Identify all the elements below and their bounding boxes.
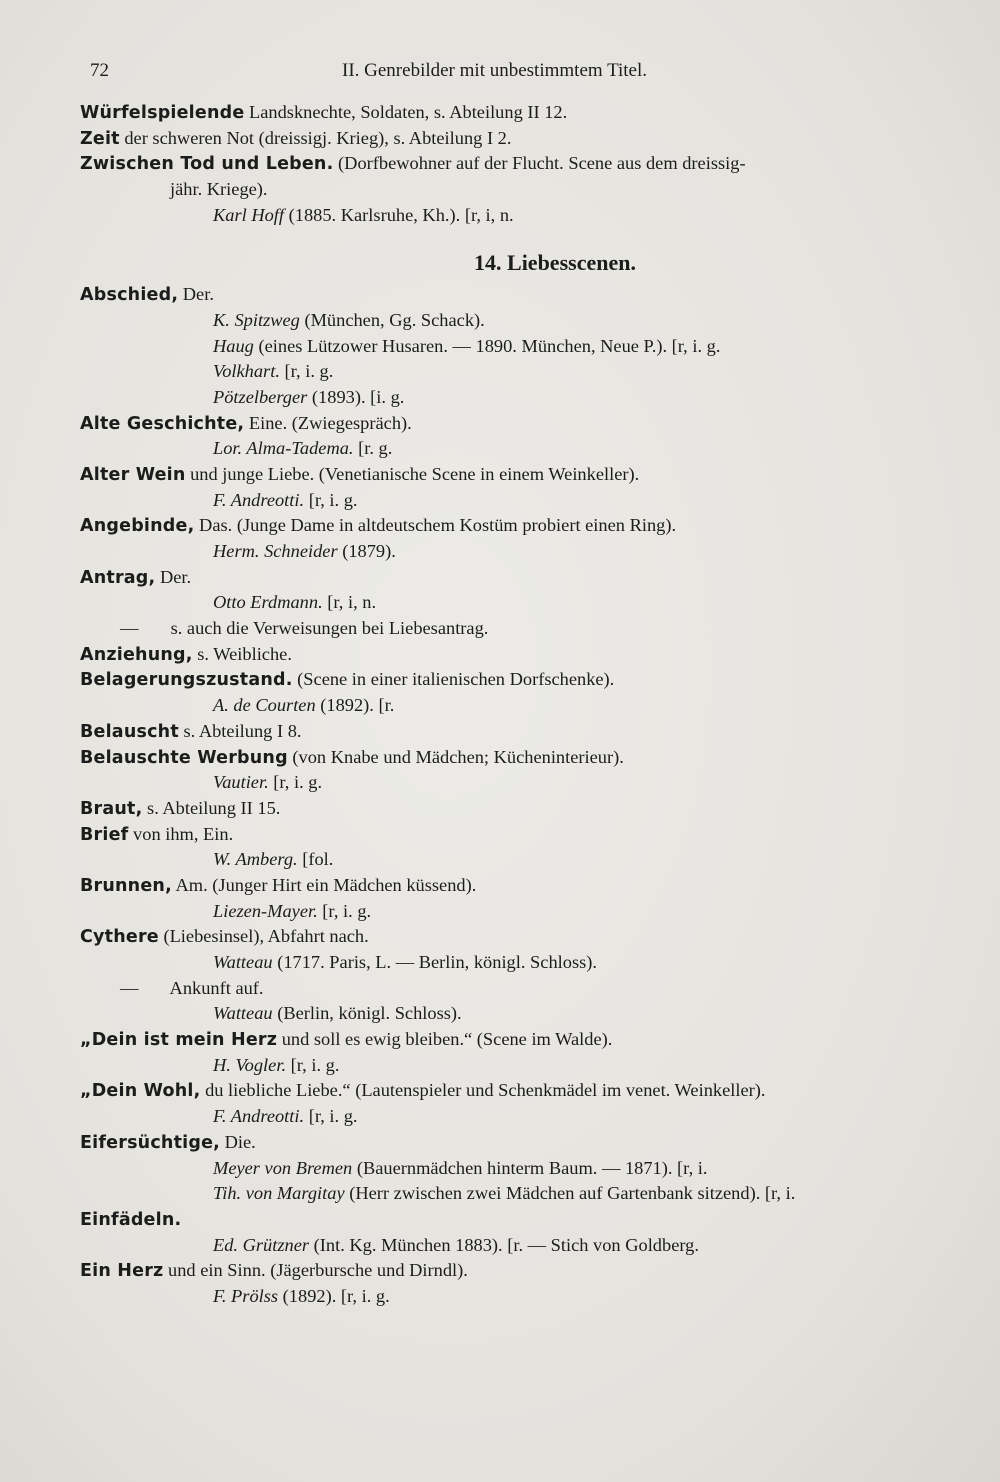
artwork-line	[80, 693, 950, 719]
artwork-line	[80, 203, 950, 229]
artist-name: K. Spitzweg	[213, 309, 300, 330]
artwork-line	[80, 950, 950, 976]
entry-headword-line	[80, 642, 950, 668]
artist-name: Lor. Alma-Tadema.	[213, 438, 354, 459]
entry-headword-line	[80, 100, 950, 126]
entry-headword: Abschied,	[80, 285, 179, 306]
artist-name: Vautier.	[213, 772, 269, 793]
artwork-line	[80, 385, 950, 411]
page-body	[80, 100, 950, 1310]
entry-headword: Zwischen Tod und Leben.	[80, 154, 334, 175]
artist-name: Tih. von Margitay	[213, 1183, 345, 1204]
entry-headword: Braut,	[80, 798, 143, 819]
entry-headword-line	[80, 151, 950, 177]
artwork-details: (München, Gg. Schack).	[299, 309, 485, 330]
continuation-line: jähr. Kriege).	[170, 179, 268, 200]
artist-name: Ed. Grützner	[213, 1234, 310, 1255]
section-heading: 14. Liebesscenen.	[474, 250, 636, 276]
artwork-line	[80, 1001, 950, 1027]
page-number: 72	[90, 60, 109, 81]
entry-headword-line	[80, 282, 950, 308]
artwork-details: [r, i. g.	[286, 1054, 340, 1075]
artist-name: Liezen-Mayer.	[213, 900, 318, 921]
entry-headword: „Dein ist mein Herz	[80, 1030, 278, 1051]
artwork-line	[80, 1104, 950, 1130]
entry-text: Landsknechte, Soldaten, s. Abteilung II 12.	[244, 102, 568, 122]
artwork-line	[80, 1284, 950, 1310]
artwork-line	[80, 899, 950, 925]
artwork-details: (Int. Kg. München 1883). [r. — Stich von Goldberg.	[309, 1234, 699, 1255]
entry-headword: „Dein Wohl,	[80, 1081, 201, 1102]
entry-text: Der.	[155, 566, 192, 587]
artwork-line	[80, 847, 950, 873]
artwork-line	[80, 1233, 950, 1259]
entry-headword: Ein Herz	[80, 1261, 164, 1282]
entry-headword: Zeit	[80, 128, 120, 149]
artwork-line	[80, 334, 950, 360]
artist-name: H. Vogler.	[213, 1054, 287, 1075]
entry-headword-line	[80, 462, 950, 488]
artist-name: F. Andreotti.	[213, 489, 305, 510]
entry-text: s. Abteilung II 15.	[142, 797, 281, 818]
entry-headword-line	[80, 1078, 950, 1104]
entry-text: (von Knabe und Mädchen; Kücheninterieur).	[287, 746, 624, 767]
entry-text: und junge Liebe. (Venetianische Scene in einem Weinkeller).	[185, 463, 640, 484]
artist-name: F. Prölss	[213, 1285, 279, 1306]
entry-text: s. Abteilung I 8.	[178, 720, 302, 741]
artwork-details: [fol.	[297, 849, 334, 870]
entry-headword-line	[80, 1130, 950, 1156]
top-entries	[80, 100, 950, 228]
artwork-details: (Bauernmädchen hinterm Baum. — 1871). [r, i.	[352, 1157, 708, 1178]
entry-headword: Brief	[80, 824, 129, 845]
entry-headword-line	[80, 411, 950, 437]
entry-headword: Belagerungszustand.	[80, 670, 293, 691]
artwork-line	[80, 488, 950, 514]
entry-headword: Einfädeln.	[80, 1209, 182, 1230]
entry-headword-line	[80, 1207, 950, 1233]
artist-name: Meyer von Bremen	[213, 1157, 353, 1178]
artwork-details: [r, i. g.	[268, 772, 323, 793]
artwork-details: [r, i. g.	[304, 489, 358, 510]
artwork-details: (1893). [i. g.	[307, 386, 405, 407]
entry-text: (Dorfbewohner auf der Flucht. Scene aus dem dreissig-	[333, 153, 746, 174]
artist-name: Herm. Schneider	[213, 541, 338, 562]
artwork-details: (1717. Paris, L. — Berlin, königl. Schloss).	[272, 952, 597, 973]
artist-name: Haug	[213, 335, 254, 356]
entry-text: Die.	[219, 1131, 256, 1152]
entry-headword: Alte Geschichte,	[80, 413, 245, 434]
entry-headword: Cythere	[80, 927, 159, 948]
entry-text: Am. (Junger Hirt ein Mädchen küssend).	[171, 874, 477, 895]
artwork-details: [r, i. g.	[279, 361, 334, 382]
artwork-details: (1892). [r.	[315, 695, 395, 716]
entry-text: du liebliche Liebe.“ (Lautenspieler und Schenkmädel im venet. Weinkeller).	[200, 1080, 766, 1101]
entry-headword-line	[80, 1258, 950, 1284]
cross-reference-line: — Ankunft auf.	[120, 977, 264, 998]
artwork-details: (1885. Karlsruhe, Kh.). [r, i, n.	[284, 204, 514, 225]
entry-headword-line	[80, 719, 950, 745]
entry-text: (Liebesinsel), Abfahrt nach.	[158, 926, 369, 947]
entry-headword: Angebinde,	[80, 516, 195, 537]
entry-headword-line	[80, 745, 950, 771]
artwork-line	[80, 308, 950, 334]
artwork-line	[80, 1181, 950, 1207]
entry-text: von ihm, Ein.	[128, 823, 234, 844]
artwork-line	[80, 770, 950, 796]
section-entries	[80, 282, 950, 1310]
entry-headword-line	[80, 873, 950, 899]
entry-text: Eine. (Zwiegespräch).	[244, 412, 412, 433]
artwork-line	[80, 359, 950, 385]
entry-text: s. Weibliche.	[192, 643, 292, 664]
entry-text: der schweren Not (dreissigj. Krieg), s. Abteilung I 2.	[119, 127, 512, 148]
artist-name: Karl Hoff	[213, 204, 285, 225]
artist-name: W. Amberg.	[213, 849, 298, 870]
entry-headword: Belauschte Werbung	[80, 747, 288, 768]
cross-reference-line: — s. auch die Verweisungen bei Liebesantrag.	[120, 618, 489, 639]
artwork-line	[80, 1156, 950, 1182]
entry-headword-line	[80, 1027, 950, 1053]
artist-name: Pötzelberger	[213, 386, 308, 407]
artwork-details: (1892). [r, i. g.	[278, 1285, 390, 1306]
artwork-details: (Berlin, königl. Schloss).	[272, 1003, 462, 1024]
artwork-details: (1879).	[337, 541, 396, 562]
entry-headword-line	[80, 822, 950, 848]
artwork-details: [r. g.	[353, 438, 393, 459]
artwork-details: [r, i. g.	[304, 1106, 358, 1127]
artwork-line	[80, 590, 950, 616]
entry-text: Das. (Junge Dame in altdeutschem Kostüm probiert einen Ring).	[194, 515, 677, 536]
entry-headword-line	[80, 796, 950, 822]
artist-name: Watteau	[213, 952, 273, 973]
entry-headword-line	[80, 126, 950, 152]
artist-name: Watteau	[213, 1003, 273, 1024]
artist-name: F. Andreotti.	[213, 1106, 305, 1127]
entry-headword: Würfelspielende	[80, 103, 245, 123]
artist-name: Otto Erdmann.	[213, 592, 323, 613]
entry-text: (Scene in einer italienischen Dorfschenke).	[292, 669, 615, 690]
artwork-line	[80, 436, 950, 462]
entry-text: Der.	[178, 284, 214, 305]
running-title: II. Genrebilder mit unbestimmtem Titel.	[342, 60, 648, 81]
artwork-details: (Herr zwischen zwei Mädchen auf Gartenbank sitzend). [r, i.	[344, 1183, 796, 1204]
artwork-line	[80, 539, 950, 565]
artwork-line	[80, 1053, 950, 1079]
artist-name: A. de Courten	[213, 695, 316, 716]
entry-headword: Antrag,	[80, 567, 156, 588]
entry-headword-line	[80, 513, 950, 539]
entry-headword-line	[80, 924, 950, 950]
entry-headword: Anziehung,	[80, 644, 193, 665]
artwork-details: [r, i, n.	[322, 592, 377, 613]
artwork-details: (eines Lützower Husaren. — 1890. München, Neue P.). [r, i. g.	[253, 335, 721, 356]
entry-headword: Brunnen,	[80, 875, 172, 896]
entry-headword-line	[80, 565, 950, 591]
artist-name: Volkhart.	[213, 361, 280, 382]
entry-headword: Eifersüchtige,	[80, 1132, 220, 1153]
entry-headword: Belauscht	[80, 721, 179, 742]
entry-text: und soll es ewig bleiben.“ (Scene im Walde).	[277, 1029, 613, 1050]
entry-headword: Alter Wein	[80, 464, 186, 485]
artwork-details: [r, i. g.	[317, 900, 372, 921]
entry-text: und ein Sinn. (Jägerbursche und Dirndl).	[163, 1260, 468, 1281]
entry-headword-line	[80, 667, 950, 693]
